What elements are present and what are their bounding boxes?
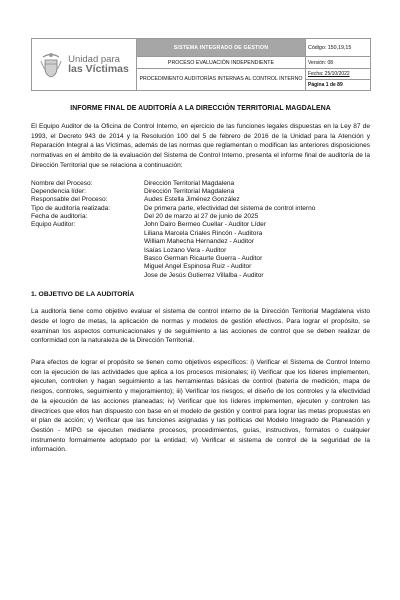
detail-row [31,196,370,204]
intro-paragraph: El Equipo Auditor de la Oficina de Control Interno, en ejercicio de las funciones legales dispuestas en la Ley 87 de 1993, el Decreto 943 de 2014 y la Resolución 100 del 5 de febrero de 2016 de la Unidad para la Atención y Reparación Integral a las Víctimas, además de las normas que reglamentan o modifican las anteriores disposiciones normativas en el ámbito de la evaluación del Sistema de Control Interno, presenta el informe final de auditoría de la Dirección Territorial que se relaciona a continuación: [31,123,370,169]
logo-text [68,55,129,75]
detail-value: Dirección Territorial Magdalena [144,187,235,195]
detail-label: Responsable del Proceso: [31,196,108,204]
process-name: PROCESO EVALUACIÓN INDEPENDIENTE [137,57,305,69]
detail-row [31,180,370,188]
detail-label: Equipo Auditor: [31,221,76,229]
coat-of-arms-icon [39,51,63,79]
detail-row [31,221,370,229]
header-center [137,39,306,90]
section-title: 1. OBJETIVO DE LA AUDITORÍA [31,291,135,299]
header-meta [306,39,370,90]
detail-label: Tipo de auditoría realizada: [31,204,111,212]
auditor-item: Jose de Jesús Gutierrez Villalba - Auditor [144,271,264,279]
system-title: SISTEMA INTEGRADO DE GESTION [137,39,305,57]
audit-details [31,180,370,230]
detail-row [31,188,370,196]
detail-value: De primera parte, efectividad del sistema de control interno [144,204,316,212]
report-title: INFORME FINAL DE AUDITORÍA A LA DIRECCIÓN TERRITORIAL MAGDALENA [70,105,331,112]
logo [32,39,137,90]
procedure-name: PROCEDIMIENTO AUDITORÍAS INTERNAS AL CONTROL INTERNO [139,76,303,83]
document-version: Versión: 08 [306,57,370,69]
document-code: Código: 150,19,15 [306,39,370,57]
specific-objectives-paragraph: Para efectos de lograr el propósito se tienen como objetivos específicos: i) Verificar el Sistema de Control Interno con la ejecución de las actividades que aplica a los procesos misionales; ii) Verificar que los líderes implementen, ejecuten, controlen y hagan seguimiento a las herramientas básicas de control (batería de medición, mapa de riesgos, controles, seguimiento y mejoramiento); iii) Verificar los riesgos, el diseño de los controles y la efectividad de la ejecución de las acciones planeadas; iv) Verificar que los líderes implementen, ejecuten y controlen las directrices que ellos han dispuesto con base en el modelo de gestión y control para lograr las metas propuestas en el plan de acción; v) Verificar que las funciones asignadas y las políticas del Modelo Integrado de Planeación y Gestión - MIPG se ejecuten mediante procesos, procedimientos, guías, instructivos, formatos o cualquier instrumento formalmente adoptado por la entidad; vi) Verificar el sistema de control de la seguridad de la información. [31,359,370,454]
auditor-item: Isaías Lozano Vera - Auditor [144,246,227,254]
detail-label: Fecha de auditoría: [31,213,88,221]
detail-value: Audes Estella Jiménez González [144,196,240,204]
detail-value: Del 20 de marzo al 27 de junio de 2025 [144,213,259,221]
detail-label: Nombre del Proceso: [31,179,93,187]
logo-line-1: Unidad para [68,53,120,65]
detail-row [31,213,370,221]
document-header [31,38,371,91]
detail-value: John Dairo Bermeo Cuellar - Auditor Líder [144,221,266,229]
auditor-item: Miguel Angel Espinosa Ruiz - Auditor [144,263,252,271]
auditor-item: William Mahecha Hernandez - Auditor [144,238,254,246]
auditor-list [144,230,370,280]
detail-row [31,205,370,213]
detail-value: Dirección Territorial Magdalena [144,179,235,187]
detail-label: Dependencia líder: [31,187,86,195]
auditor-item: Basco German Ricaurte Guerra - Auditor [144,255,263,263]
auditor-item: Liliana Marcela Criales Rincón - Auditora [144,229,263,237]
logo-line-2: las Víctimas [68,63,129,75]
page-number: Página 1 de 89 [308,82,343,88]
objective-paragraph: La auditoría tiene como objetivo evaluar el sistema de control interno de la Dirección Territorial Magdalena visto desde el logro de metas, la aplicación de normas y modelos de gestión efectivos. Para lograr el propósito, se examinan los aspectos comunicacionales y de seguimiento a las acciones de control que se deben realizar de conformidad con la naturaleza de la Dirección Territorial. [31,308,370,345]
document-date: Fecha: 25/10/2022 [306,69,370,80]
